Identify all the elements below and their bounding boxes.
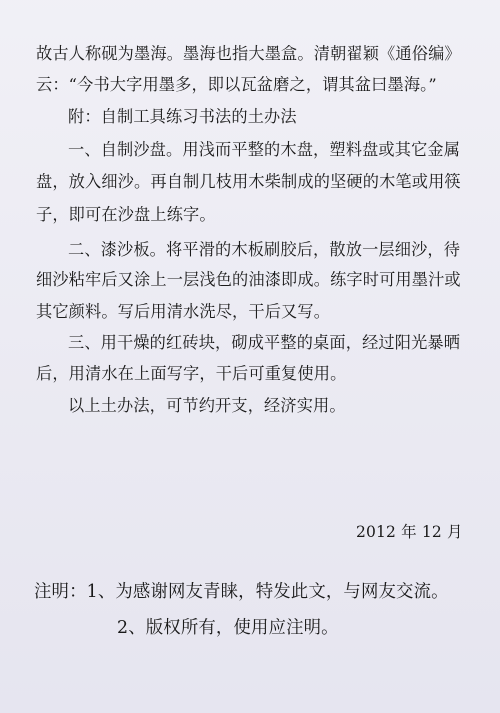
note-line-2: 2、版权所有，使用应注明。 [117,618,339,638]
text-line-10: 三、用干燥的红砖块，砌成平整的桌面，经过阳光暴晒 [68,333,461,352]
text-line-9: 其它颜料。写后用清水洗尽，干后又写。 [36,302,331,321]
note-line-1: 注明：1、为感谢网友青睐，特发此文，与网友交流。 [34,582,449,602]
text-line-2: 云：“今书大字用墨多，即以瓦盆磨之，谓其盆曰墨海。” [36,75,437,94]
text-line-7: 二、漆沙板。将平滑的木板刷胶后，散放一层细沙，待 [68,240,461,259]
text-line-11: 后，用清水在上面写字，干后可重复使用。 [36,364,347,383]
document-date: 2012 年 12 月 [356,523,463,541]
text-line-4: 一、自制沙盘。用浅而平整的木盘，塑料盘或其它金属 [68,140,461,159]
text-line-1: 故古人称砚为墨海。墨海也指大墨盒。清朝翟颖《通俗编》 [36,44,461,63]
text-line-5: 盘，放入细沙。再自制几枝用木柴制成的坚硬的木笔或用筷 [36,172,461,191]
text-line-6: 子，即可在沙盘上练字。 [36,205,216,224]
text-line-12: 以上土办法，可节约开支，经济实用。 [68,396,346,415]
text-line-8: 细沙粘牢后又涂上一层浅色的油漆即成。练字时可用墨汁或 [36,270,461,289]
appendix-heading: 附：自制工具练习书法的土办法 [68,107,297,126]
